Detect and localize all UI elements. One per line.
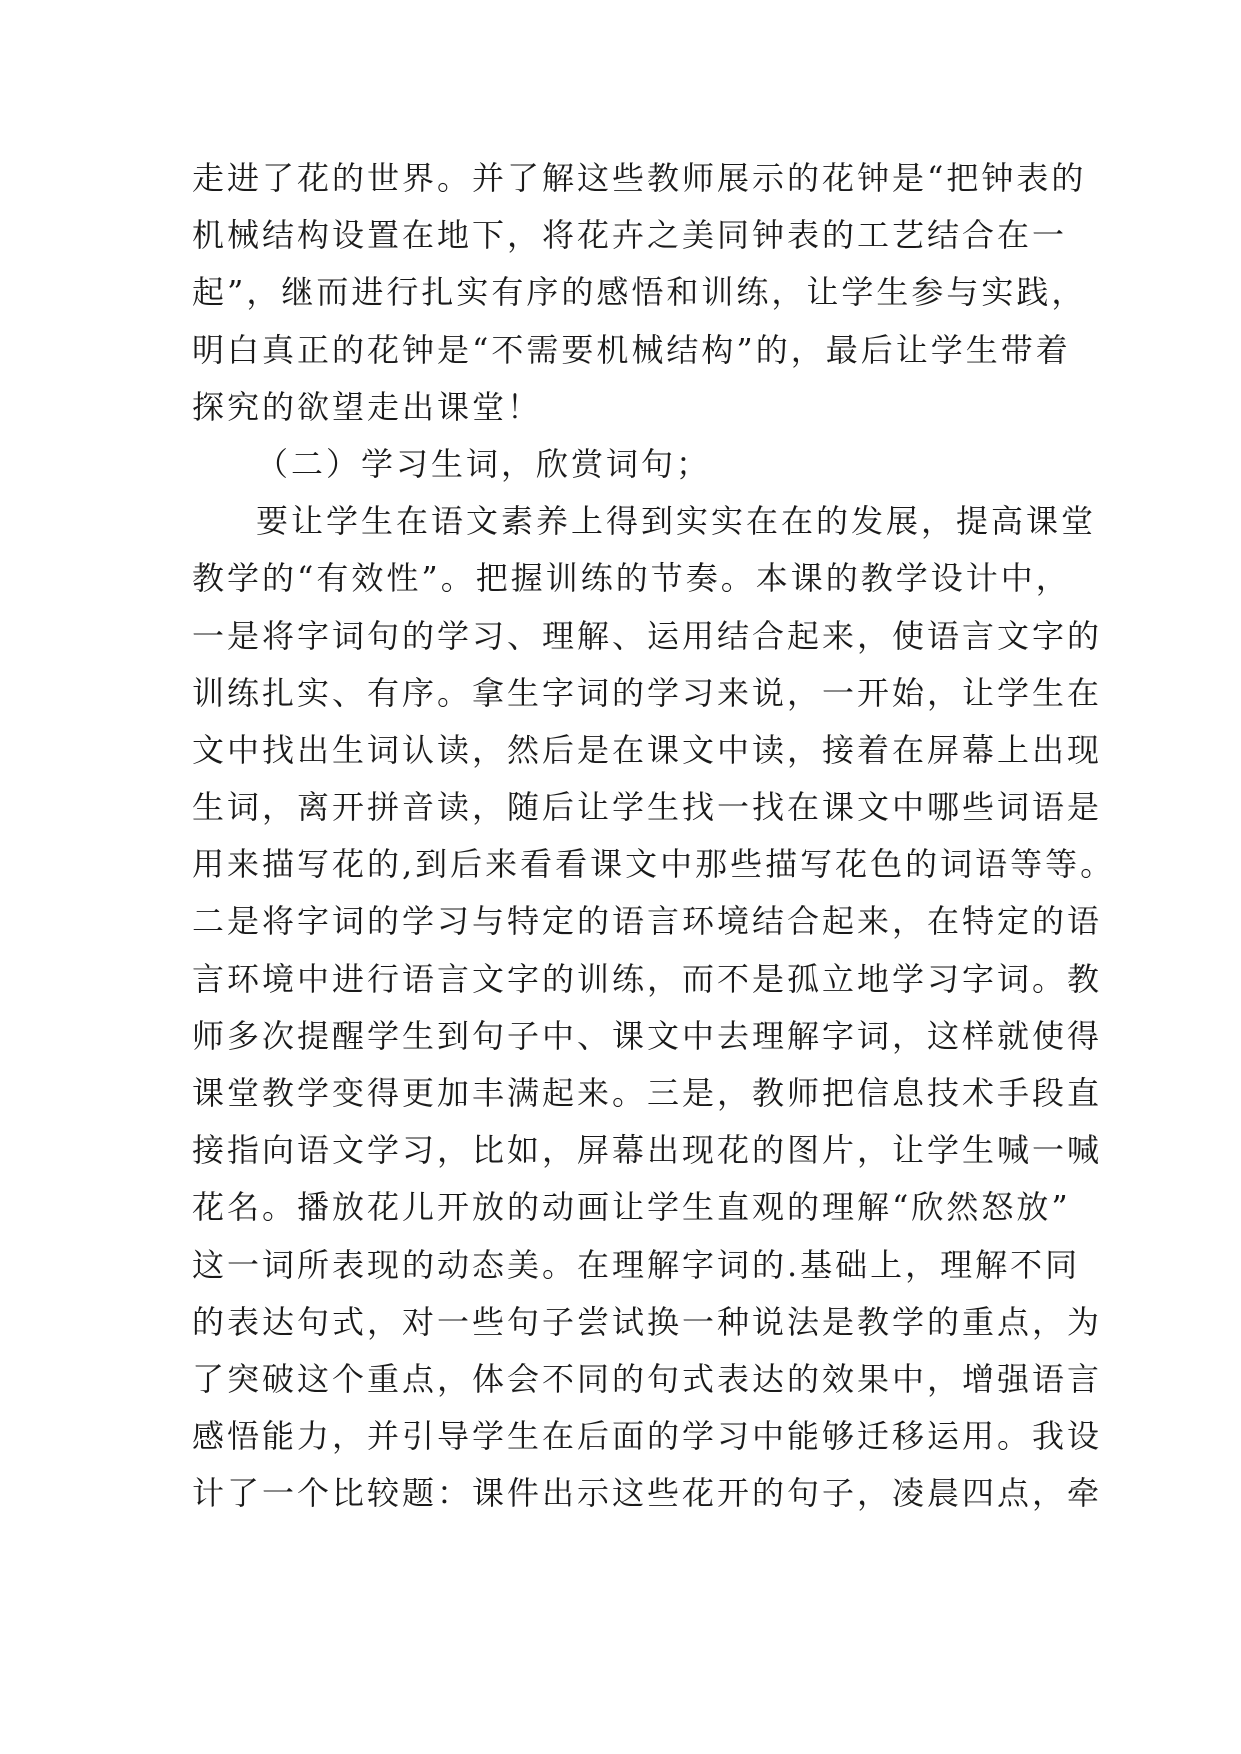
paragraph-first-line: 要让学生在语文素养上得到实实在在的发展，提高课堂	[256, 502, 1097, 541]
text-line: 教学的“有效性”。把握训练的节奏。本课的教学设计中，	[192, 559, 1071, 598]
text-line: 接指向语文学习，比如，屏幕出现花的图片，让学生喊一喊	[192, 1131, 1103, 1170]
text-line: 明白真正的花钟是“不需要机械结构”的，最后让学生带着	[192, 330, 1071, 369]
text-line: 探究的欲望走出课堂！	[192, 387, 543, 426]
text-line: 文中找出生词认读，然后是在课文中读，接着在屏幕上出现	[192, 730, 1103, 769]
section-heading: （二）学习生词，欣赏词句；	[256, 444, 712, 483]
document-body	[192, 150, 1116, 1523]
text-line: 师多次提醒学生到句子中、课文中去理解字词，这样就使得	[192, 1016, 1103, 1055]
text-line: 的表达句式，对一些句子尝试换一种说法是教学的重点，为	[192, 1302, 1103, 1341]
text-line: 花名。播放花儿开放的动画让学生直观的理解“欣然怒放”	[192, 1188, 1071, 1227]
text-line: 了突破这个重点，体会不同的句式表达的效果中，增强语言	[192, 1359, 1103, 1398]
text-line: 机械结构设置在地下，将花卉之美同钟表的工艺结合在一	[192, 216, 1068, 255]
text-line: 训练扎实、有序。拿生字词的学习来说，一开始，让学生在	[192, 673, 1103, 712]
text-line: 计了一个比较题：课件出示这些花开的句子，凌晨四点，牵	[192, 1474, 1103, 1513]
text-line: 感悟能力，并引导学生在后面的学习中能够迁移运用。我设	[192, 1417, 1103, 1456]
text-line: 走进了花的世界。并了解这些教师展示的花钟是“把钟表的	[192, 159, 1087, 197]
text-line: 生词，离开拼音读，随后让学生找一找在课文中哪些词语是	[192, 788, 1103, 827]
text-line: 一是将字词句的学习、理解、运用结合起来，使语言文字的	[192, 616, 1103, 655]
text-line: 这一词所表现的动态美。在理解字词的.基础上，理解不同	[192, 1245, 1081, 1284]
text-line: 言环境中进行语言文字的训练，而不是孤立地学习字词。教	[192, 959, 1103, 998]
text-line: 二是将字词的学习与特定的语言环境结合起来，在特定的语	[192, 902, 1103, 941]
text-line: 课堂教学变得更加丰满起来。三是，教师把信息技术手段直	[192, 1074, 1103, 1112]
text-line: 起”，继而进行扎实有序的感悟和训练，让学生参与实践，	[192, 273, 1087, 312]
text-line: 用来描写花的,到后来看看课文中那些描写花色的词语等等。	[192, 845, 1116, 884]
